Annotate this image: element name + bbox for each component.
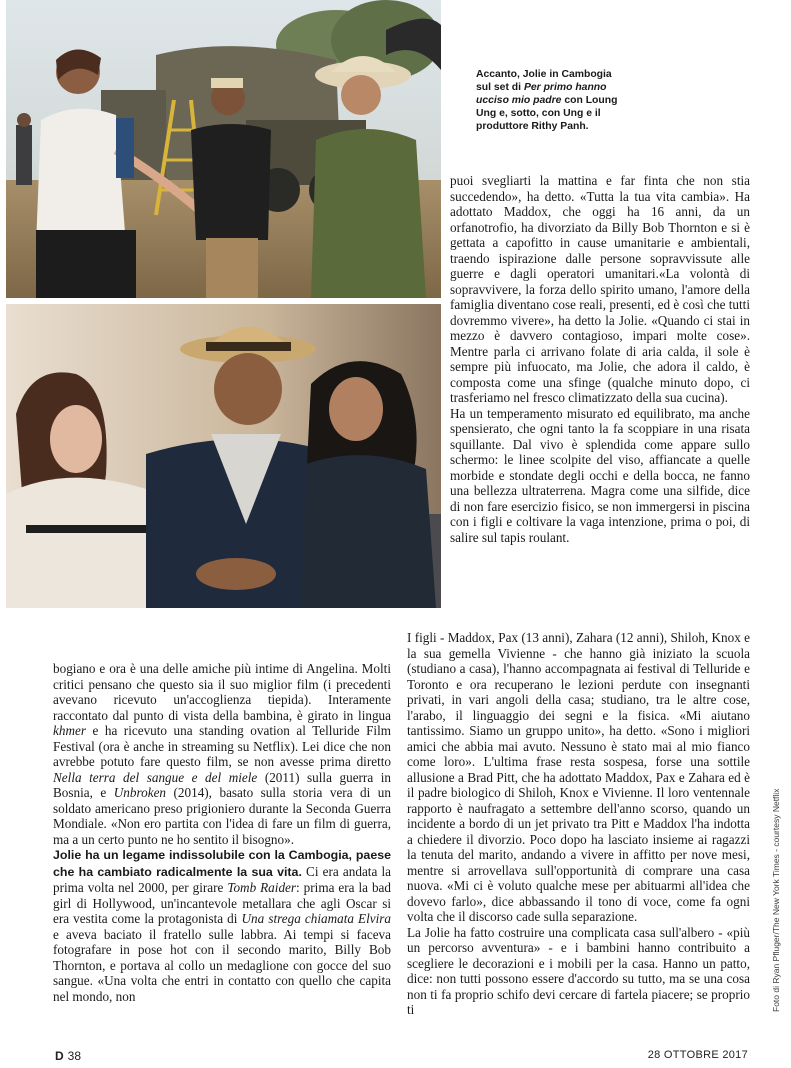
paragraph-lead-in: Jolie ha un legame indissolubile con la Cambogia, paese che ha cambiato radicalmente la sua vita.	[53, 848, 391, 879]
photo-portrait-image	[6, 304, 441, 608]
article-paragraph: La Jolie ha fatto costruire una complicata casa sull'albero - «più un percorso avventura» - e i bambini hanno contribuito a scegliere le decorazioni e i mobili per la casa. Hanno un patto, dice: non tutti possono essere d'accordo su tutto, ma se una cosa non ti fa proprio schifo devi cercare di fartela piacere; se proprio ti	[407, 924, 750, 1017]
magazine-mark: D	[55, 1049, 64, 1063]
photo-film-set	[6, 0, 441, 298]
photo-credit: Foto di Ryan Pfluger/The New York Times - courtesy Netflix	[771, 788, 781, 1012]
caption-text-1: Accanto, Jolie in Cambogia sul set di	[476, 69, 612, 93]
article-paragraph: Jolie ha un legame indissolubile con la Cambogia, paese che ha cambiato radicalmente la sua vita. Ci era andata la prima volta nel 2000, per girare Tomb Raider: prima era la bad girl di Hollywood, un'incantevole metallara che agli Oscar si era vestita come la protagonista di Una strega chiamata Elvira e aveva baciato il fratello sulle labbra. Ai tempi si faceva fotografare in pose hot con il secondo marito, Billy Bob Thornton, e portava al collo un medaglione con gocce del suo sangue. «Una volta che entri in contatto con quello che capita nel mondo, non	[53, 848, 392, 1004]
article-column-right-top	[450, 173, 750, 545]
photo-caption	[476, 68, 626, 133]
photo-film-set-image	[6, 0, 441, 298]
article-column-left	[53, 661, 391, 1004]
article-paragraph: I figli - Maddox, Pax (13 anni), Zahara (12 anni), Shiloh, Knox e la sua gemella Vivienne - che hanno già iniziato la scuola (studiano a casa), l'hanno accompagnata ai festival di Telluride e Toronto e ora recuperano le lezioni perdute con insegnanti privati, in vari angoli della casa; studiano, tra le altre cose, l'arabo, il linguaggio dei segni e la fisica. «Mi aiutano tantissimo. Siamo un gruppo unito», ha detto. «Sono i migliori amici che abbia mai avuto. Nessuno è stato mai al mio fianco come loro». L'ultima frase resta sospesa, forse una sottile allusione a Brad Pitt, che ha adottato Maddox, Pax e Zahara ed è il padre biologico di Shiloh, Knox e Vivienne. Il loro ventennale rapporto è naufragato a settembre dell'anno scorso, quando un incidente a bordo di un jet privato tra Pitt e Maddox l'ha indotta a chiedere il divorzio. Poco dopo ha lasciato insieme ai ragazzi la tenuta del marito, andando a vivere in affitto per nove mesi, mentre si arrovellava sull'opportunità di comprare una casa nuova. «Mi ci è voluto qualche mese per abituarmi all'idea che dovevo farlo», dice abbassando il tono di voce, come fa ogni volta che il discorso cade sulla separazione.	[407, 630, 750, 924]
caption-text-2: con Loung Ung e, sotto, con Ung e il produttore Rithy Panh.	[476, 95, 618, 132]
caption-film-title: Per primo hanno ucciso mio padre	[476, 82, 607, 106]
photo-portrait	[6, 304, 441, 608]
footer-page-number	[55, 1049, 81, 1063]
article-paragraph: bogiano e ora è una delle amiche più intime di Angelina. Molti critici pensano che questo sia il suo miglior film (i precedenti avevano ricevuto un'accoglienza tiepida). Interamente raccontato dal punto di vista della bambina, è girato in lingua khmer e ha ricevuto una standing ovation al Telluride Film Festival (ora è anche in streaming su Netflix). Lei dice che non avrebbe potuto fare questo film, se non avesse prima diretto Nella terra del sangue e del miele (2011) sulla guerra in Bosnia, e Unbroken (2014), basato sulla storia vera di un soldato americano preso prigioniero durante la Seconda Guerra Mondiale. «Non ero partita con l'idea di fare un film di guerra, ma a un certo punto ne ho sentito il bisogno».	[53, 661, 391, 847]
footer-issue-date: 28 OTTOBRE 2017	[647, 1049, 748, 1061]
article-paragraph: puoi svegliarti la mattina e far finta che non stia succedendo», ha detto. «Tutta la tua vita cambia». Ha adottato Maddox, che oggi ha 16 anni, da un orfanotrofio, ha divorziato da Billy Bob Thornton e si è gettata a capofitto in cause umanitarie e ambientali, traendo ispirazione dalle persone sopravvissute alle guerre e dagli operatori umanitari.«La volontà di sopravvivere, la forza dello spirito umano, l'amore della famiglia diventano cose reali, presenti, ed è così che tutti dovremmo vivere», ha detto la Jolie. «Quando ci stai in mezzo è davvero contagioso, impari molte cose». Mentre parla ci arrivano folate di aria calda, il sole è sempre più infuocato, ma Jolie, che adora il caldo, è composta come una sfinge (qualche minuto dopo, ci trasferiamo nel fresco climatizzato della sua cucina).	[450, 173, 750, 405]
article-column-right-bottom	[407, 630, 750, 1018]
page-number: 38	[67, 1049, 82, 1063]
article-paragraph: Ha un temperamento misurato ed equilibrato, ma anche spensierato, che ogni tanto la fa scoppiare in una risata squillante. Dal vivo è splendida come appare sullo schermo: le linee scolpite del viso, affiancate a quelle morbide e stondate degli occhi e della bocca, ne fanno una bellezza ultraterrena. Magra come una silfide, dice di non fare esercizio fisico, se non immergersi in piscina con i figli e coltivare la vaga intenzione, prima o poi, di salire sul tapis roulant.	[450, 405, 750, 545]
